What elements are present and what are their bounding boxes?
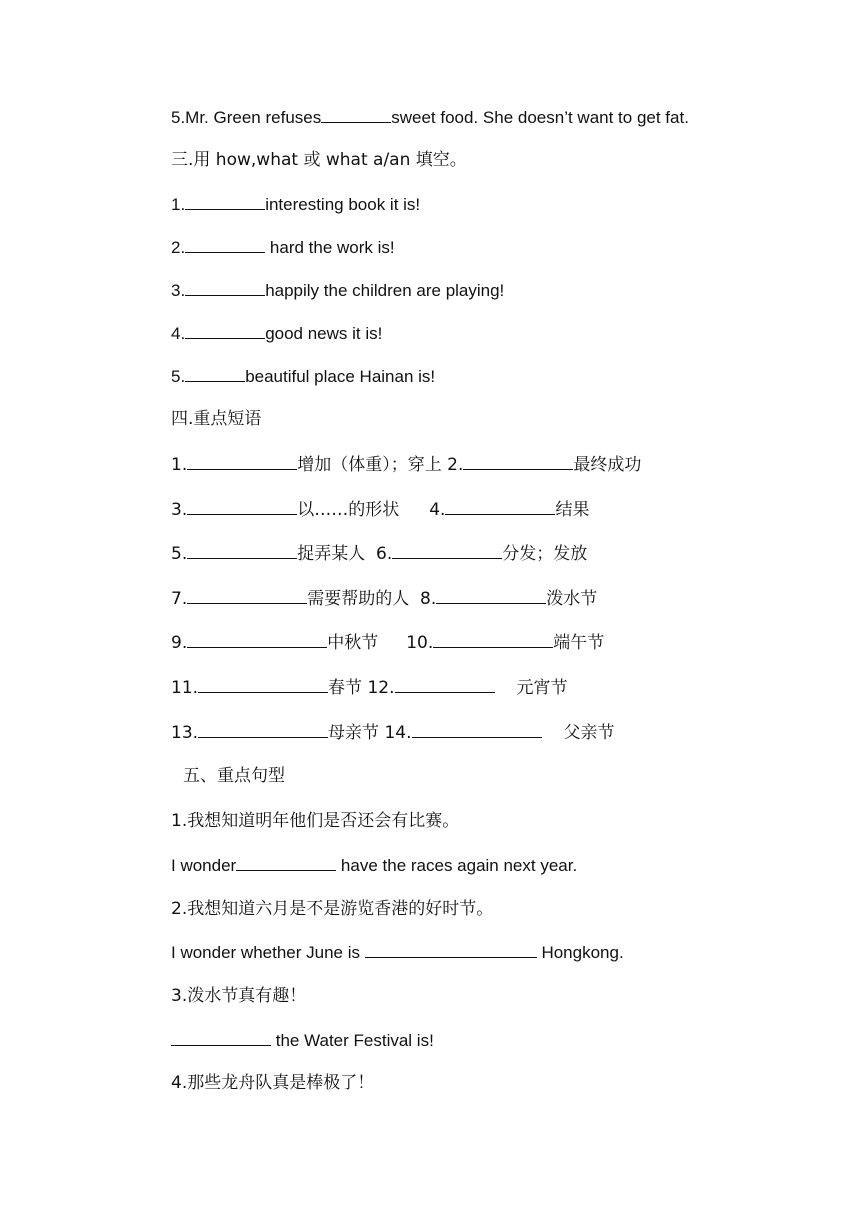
item-number: 3. <box>171 500 188 520</box>
line-text: have the races again next year. <box>336 856 578 875</box>
line-text: I wonder <box>171 856 237 875</box>
phrase-text: 母亲节 14. <box>328 723 412 743</box>
item-number: 4. <box>171 324 186 343</box>
sentence-3-chinese: 3.泼水节真有趣！ <box>171 986 307 1006</box>
phrase-row-3-4 <box>171 499 589 520</box>
item-text: hard the work is! <box>265 238 395 257</box>
answer-blank[interactable] <box>198 677 328 693</box>
answer-blank[interactable] <box>187 588 307 604</box>
answer-blank[interactable] <box>187 543 297 559</box>
question-5-refuses <box>171 107 689 128</box>
phrase-text: 父亲节 <box>563 723 615 743</box>
answer-blank[interactable] <box>187 632 327 648</box>
line-text: the Water Festival is! <box>271 1031 434 1050</box>
answer-blank[interactable] <box>395 677 495 693</box>
item-text: beautiful place Hainan is! <box>245 367 436 386</box>
answer-blank[interactable] <box>185 194 265 210</box>
section-5-heading: 五、重点句型 <box>183 766 285 786</box>
answer-blank[interactable] <box>185 366 245 382</box>
phrase-text: 元宵节 <box>516 678 568 698</box>
item-number: 9. <box>171 633 188 653</box>
phrase-text: 捉弄某人 6. <box>297 544 393 564</box>
sentence-1-chinese: 1.我想知道明年他们是否还会有比赛。 <box>171 811 460 831</box>
phrase-text: 春节 12. <box>328 678 395 698</box>
exclamation-q2 <box>171 237 395 258</box>
item-number: 2. <box>171 238 186 257</box>
phrase-text: 结果 <box>555 500 590 520</box>
exclamation-q4 <box>171 323 382 344</box>
exclamation-q1 <box>171 194 420 215</box>
sentence-4-chinese: 4.那些龙舟队真是棒极了！ <box>171 1073 375 1093</box>
answer-blank[interactable] <box>198 722 328 738</box>
answer-blank[interactable] <box>187 499 297 515</box>
answer-blank[interactable] <box>412 722 542 738</box>
item-number: 11. <box>171 678 199 698</box>
sentence-2-english <box>171 942 624 963</box>
line-text: 5.Mr. Green refuses <box>171 108 322 127</box>
section-4-heading: 四.重点短语 <box>171 409 262 429</box>
phrase-row-13-14 <box>171 722 615 743</box>
item-number: 4. <box>429 500 446 520</box>
phrase-row-7-8 <box>171 588 597 609</box>
answer-blank[interactable] <box>236 855 336 871</box>
item-number: 5. <box>171 544 188 564</box>
answer-blank[interactable] <box>171 1030 271 1046</box>
phrase-row-5-6 <box>171 543 587 564</box>
phrase-text: 端午节 <box>553 633 605 653</box>
sentence-1-english <box>171 855 577 876</box>
item-number: 1. <box>171 195 186 214</box>
phrase-row-11-12 <box>171 677 568 698</box>
exclamation-q5 <box>171 366 435 387</box>
sentence-2-chinese: 2.我想知道六月是不是游览香港的好时节。 <box>171 899 494 919</box>
phrase-row-1-2 <box>171 454 641 475</box>
answer-blank[interactable] <box>463 454 573 470</box>
answer-blank[interactable] <box>187 454 297 470</box>
item-text: happily the children are playing! <box>265 281 505 300</box>
item-number: 1. <box>171 455 188 475</box>
answer-blank[interactable] <box>392 543 502 559</box>
answer-blank[interactable] <box>185 323 265 339</box>
item-text: interesting book it is! <box>265 195 421 214</box>
item-number: 13. <box>171 723 199 743</box>
exclamation-q3 <box>171 280 504 301</box>
phrase-text: 增加（体重）；穿上 2. <box>297 455 464 475</box>
phrase-text: 分发；发放 <box>502 544 588 564</box>
phrase-text: 泼水节 <box>546 589 598 609</box>
phrase-text: 需要帮助的人 8. <box>307 589 437 609</box>
line-text: Hongkong. <box>536 943 624 962</box>
item-number: 3. <box>171 281 186 300</box>
section-3-heading: 三.用 how,what 或 what a/an 填空。 <box>171 150 467 170</box>
answer-blank[interactable] <box>185 237 265 253</box>
answer-blank[interactable] <box>365 942 537 958</box>
phrase-text: 最终成功 <box>573 455 642 475</box>
answer-blank[interactable] <box>185 280 265 296</box>
line-text: I wonder whether June is <box>171 943 365 962</box>
item-number: 7. <box>171 589 188 609</box>
item-number: 5. <box>171 367 186 386</box>
phrase-row-9-10 <box>171 632 604 653</box>
sentence-3-english <box>171 1030 434 1051</box>
answer-blank[interactable] <box>321 107 391 123</box>
phrase-text: 以……的形状 <box>297 500 400 520</box>
item-text: good news it is! <box>265 324 383 343</box>
phrase-text: 中秋节 <box>327 633 379 653</box>
answer-blank[interactable] <box>433 632 553 648</box>
line-text: sweet food. She doesn’t want to get fat. <box>391 108 689 127</box>
item-number: 10. <box>406 633 434 653</box>
answer-blank[interactable] <box>436 588 546 604</box>
answer-blank[interactable] <box>445 499 555 515</box>
